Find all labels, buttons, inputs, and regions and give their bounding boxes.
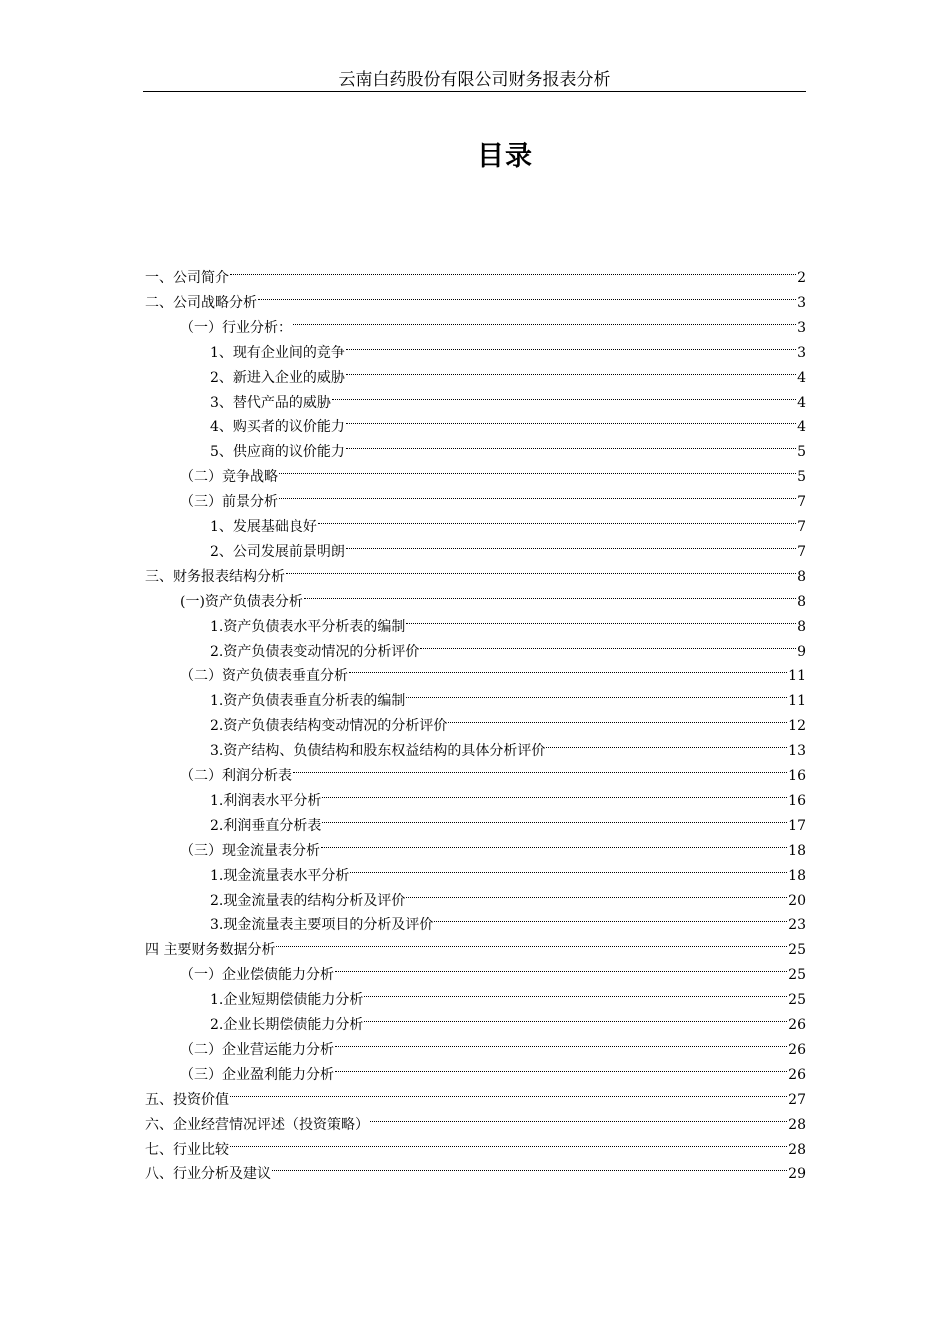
toc-dot-leader xyxy=(335,954,787,979)
toc-entry-title: (一)资产负债表分析 xyxy=(180,594,303,610)
toc-dot-leader xyxy=(272,1153,787,1178)
toc-entry[interactable] xyxy=(210,855,806,884)
toc-dot-leader xyxy=(230,1129,787,1154)
toc-dot-leader xyxy=(364,1004,787,1029)
toc-entry-title: （二）企业营运能力分析 xyxy=(180,1042,334,1058)
toc-entry[interactable] xyxy=(210,431,806,460)
toc-page-number: 16 xyxy=(788,793,806,809)
toc-entry[interactable] xyxy=(210,357,806,386)
toc-page-number: 4 xyxy=(797,370,806,386)
toc-page-number: 25 xyxy=(788,992,806,1008)
toc-page-number: 13 xyxy=(788,743,806,759)
toc-dot-leader xyxy=(230,257,796,282)
toc-entry-title: 1.资产负债表垂直分析表的编制 xyxy=(210,693,406,709)
toc-entry-title: 3、替代产品的威胁 xyxy=(210,395,331,411)
toc-page-number: 8 xyxy=(797,569,806,585)
toc-page-number: 28 xyxy=(788,1117,806,1133)
toc-entry[interactable] xyxy=(145,929,806,958)
toc-entry-title: 2.企业长期偿债能力分析 xyxy=(210,1017,364,1033)
toc-dot-leader xyxy=(546,730,787,755)
toc-entry-title: 八、行业分析及建议 xyxy=(145,1166,271,1182)
toc-entry-title: 六、企业经营情况评述（投资策略） xyxy=(145,1117,369,1133)
toc-page-number: 4 xyxy=(797,395,806,411)
toc-dot-leader xyxy=(346,531,796,556)
toc-page-number: 5 xyxy=(797,444,806,460)
toc-dot-leader xyxy=(346,406,796,431)
toc-entry[interactable] xyxy=(210,332,806,361)
toc-page-number: 4 xyxy=(797,419,806,435)
toc-entry[interactable] xyxy=(180,755,806,784)
toc-entry-title: 三、财务报表结构分析 xyxy=(145,569,285,585)
toc-entry[interactable] xyxy=(180,581,806,610)
toc-entry-title: 2.现金流量表的结构分析及评价 xyxy=(210,893,406,909)
toc-entry-title: 1.企业短期偿债能力分析 xyxy=(210,992,364,1008)
toc-entry-title: 1、发展基础良好 xyxy=(210,519,317,535)
toc-dot-leader xyxy=(406,880,787,905)
toc-entry[interactable] xyxy=(210,880,806,909)
toc-dot-leader xyxy=(350,855,787,880)
toc-entry-title: 1.资产负债表水平分析表的编制 xyxy=(210,619,406,635)
toc-dot-leader xyxy=(434,904,787,929)
toc-entry[interactable] xyxy=(210,382,806,411)
toc-page-number: 7 xyxy=(797,544,806,560)
toc-page-number: 2 xyxy=(797,270,806,286)
toc-entry[interactable] xyxy=(180,1029,806,1058)
toc-dot-leader xyxy=(364,979,787,1004)
running-header: 云南白药股份有限公司财务报表分析 xyxy=(143,70,806,92)
toc-dot-leader xyxy=(258,282,796,307)
toc-entry[interactable] xyxy=(210,606,806,635)
toc-entry[interactable] xyxy=(145,1079,806,1108)
toc-entry[interactable] xyxy=(145,282,806,311)
toc-entry-title: 七、行业比较 xyxy=(145,1142,229,1158)
toc-title: 目录 xyxy=(477,141,533,172)
toc-page-number: 7 xyxy=(797,519,806,535)
toc-entry-title: 四 主要财务数据分析 xyxy=(145,942,276,958)
toc-entry[interactable] xyxy=(210,506,806,535)
toc-entry-title: （三）现金流量表分析 xyxy=(180,843,320,859)
toc-entry-title: （二）资产负债表垂直分析 xyxy=(180,668,348,684)
toc-dot-leader xyxy=(286,556,796,581)
toc-page-number: 9 xyxy=(797,644,806,660)
toc-page-number: 3 xyxy=(797,345,806,361)
toc-entry-title: 1.现金流量表水平分析 xyxy=(210,868,350,884)
toc-entry[interactable] xyxy=(210,805,806,834)
toc-entry-title: （二）利润分析表 xyxy=(180,768,292,784)
toc-dot-leader xyxy=(279,456,796,481)
toc-page-number: 3 xyxy=(797,295,806,311)
toc-entry-title: 2.利润垂直分析表 xyxy=(210,818,322,834)
toc-dot-leader xyxy=(322,780,787,805)
toc-page-number: 27 xyxy=(788,1092,806,1108)
toc-dot-leader xyxy=(349,655,787,680)
toc-page-number: 7 xyxy=(797,494,806,510)
toc-dot-leader xyxy=(230,1079,787,1104)
toc-entry[interactable] xyxy=(180,954,806,983)
toc-dot-leader xyxy=(293,307,796,332)
toc-entry[interactable] xyxy=(145,1153,806,1182)
toc-entry[interactable] xyxy=(210,406,806,435)
toc-dot-leader xyxy=(406,606,796,631)
toc-entry[interactable] xyxy=(180,655,806,684)
toc-entry-title: 1、现有企业间的竞争 xyxy=(210,345,345,361)
toc-entry[interactable] xyxy=(210,904,806,933)
toc-page-number: 18 xyxy=(788,868,806,884)
toc-entry-title: 2、公司发展前景明朗 xyxy=(210,544,345,560)
toc-entry[interactable] xyxy=(180,456,806,485)
toc-page-number: 8 xyxy=(797,619,806,635)
toc-entry-title: 五、投资价值 xyxy=(145,1092,229,1108)
toc-dot-leader xyxy=(370,1104,787,1129)
toc-page-number: 18 xyxy=(788,843,806,859)
toc-entry[interactable] xyxy=(210,979,806,1008)
toc-entry[interactable] xyxy=(145,1129,806,1158)
toc-page-number: 26 xyxy=(788,1067,806,1083)
toc-entry-title: 2.资产负债表结构变动情况的分析评价 xyxy=(210,718,448,734)
toc-entry[interactable] xyxy=(210,531,806,560)
toc-entry[interactable] xyxy=(180,307,806,336)
toc-page-number: 11 xyxy=(788,668,806,684)
toc-dot-leader xyxy=(321,830,787,855)
toc-dot-leader xyxy=(346,357,796,382)
toc-entry[interactable] xyxy=(210,631,806,660)
toc-entry-title: 二、公司战略分析 xyxy=(145,295,257,311)
toc-dot-leader xyxy=(346,431,796,456)
toc-entry-title: （一）行业分析： xyxy=(180,320,292,336)
toc-entry-title: （三）前景分析 xyxy=(180,494,278,510)
toc-dot-leader xyxy=(420,631,796,656)
toc-entry[interactable] xyxy=(145,556,806,585)
toc-page-number: 20 xyxy=(788,893,806,909)
toc-dot-leader xyxy=(332,382,796,407)
toc-entry[interactable] xyxy=(145,257,806,286)
toc-entry-title: 3.现金流量表主要项目的分析及评价 xyxy=(210,917,434,933)
toc-entry[interactable] xyxy=(210,680,806,709)
toc-dot-leader xyxy=(406,680,787,705)
toc-dot-leader xyxy=(293,755,787,780)
toc-page-number: 16 xyxy=(788,768,806,784)
toc-entry[interactable] xyxy=(180,1054,806,1083)
toc-page-number: 23 xyxy=(788,917,806,933)
toc-entry[interactable] xyxy=(210,705,806,734)
toc-page-number: 12 xyxy=(788,718,806,734)
toc-page-number: 5 xyxy=(797,469,806,485)
toc-dot-leader xyxy=(346,332,796,357)
toc-entry-title: 2、新进入企业的威胁 xyxy=(210,370,345,386)
toc-entry-title: 4、购买者的议价能力 xyxy=(210,419,345,435)
toc-entry-title: （二）竞争战略 xyxy=(180,469,278,485)
toc-page-number: 11 xyxy=(788,693,806,709)
toc-entry-title: 5、供应商的议价能力 xyxy=(210,444,345,460)
toc-dot-leader xyxy=(304,581,796,606)
toc-entry[interactable] xyxy=(145,1104,806,1133)
toc-page-number: 25 xyxy=(788,942,806,958)
toc-page-number: 25 xyxy=(788,967,806,983)
toc-dot-leader xyxy=(335,1054,787,1079)
toc-dot-leader xyxy=(335,1029,787,1054)
toc-page-number: 17 xyxy=(788,818,806,834)
toc-page-number: 26 xyxy=(788,1042,806,1058)
toc-dot-leader xyxy=(279,481,796,506)
toc-entry[interactable] xyxy=(180,830,806,859)
toc-page-number: 8 xyxy=(797,594,806,610)
toc-entry[interactable] xyxy=(180,481,806,510)
toc-entry[interactable] xyxy=(210,1004,806,1033)
toc-dot-leader xyxy=(276,929,787,954)
toc-entry-title: 3.资产结构、负债结构和股东权益结构的具体分析评价 xyxy=(210,743,546,759)
toc-entry[interactable] xyxy=(210,780,806,809)
toc-page-number: 29 xyxy=(788,1166,806,1182)
toc-dot-leader xyxy=(448,705,787,730)
toc-dot-leader xyxy=(318,506,796,531)
toc-entry-title: （三）企业盈利能力分析 xyxy=(180,1067,334,1083)
toc-entry[interactable] xyxy=(210,730,806,759)
toc-page-number: 28 xyxy=(788,1142,806,1158)
toc-page-number: 3 xyxy=(797,320,806,336)
toc-dot-leader xyxy=(322,805,787,830)
toc-entry-title: 1.利润表水平分析 xyxy=(210,793,322,809)
toc-entry-title: 2.资产负债表变动情况的分析评价 xyxy=(210,644,420,660)
toc-entry-title: （一）企业偿债能力分析 xyxy=(180,967,334,983)
toc-page-number: 26 xyxy=(788,1017,806,1033)
toc-entry-title: 一、公司简介 xyxy=(145,270,229,286)
